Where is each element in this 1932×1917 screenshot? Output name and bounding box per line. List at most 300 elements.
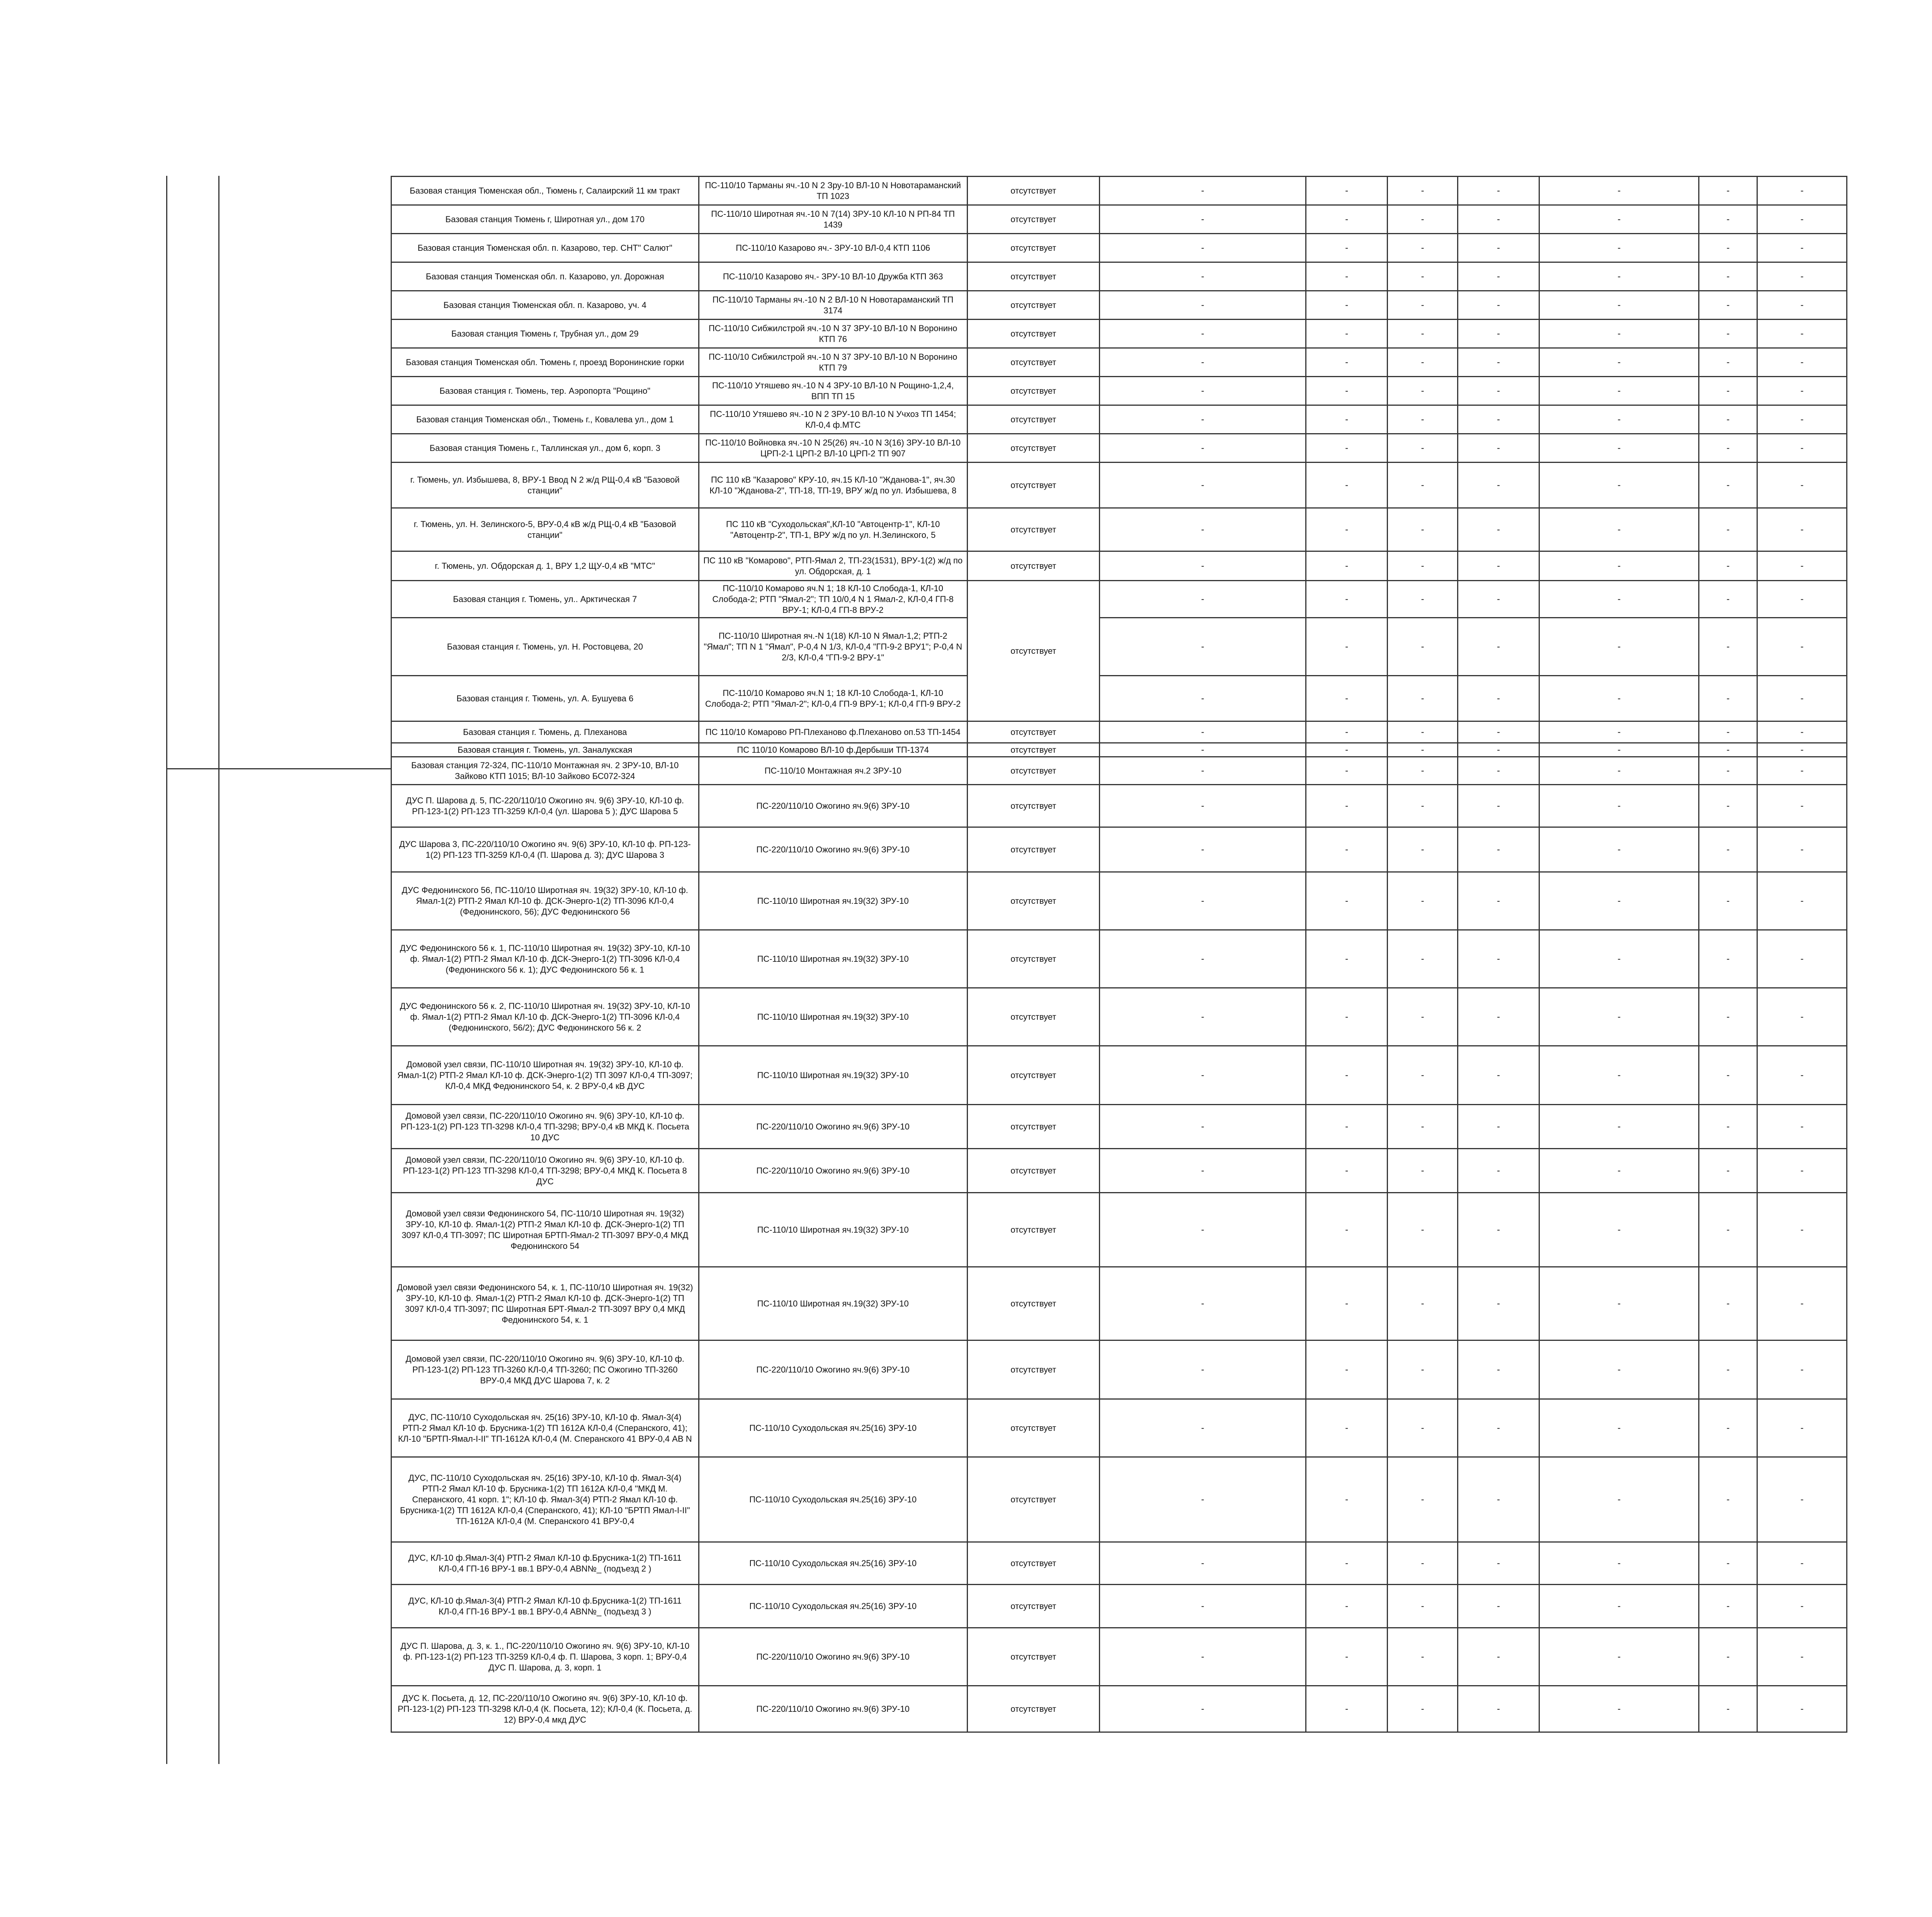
empty-value-cell: - bbox=[1699, 1105, 1757, 1149]
table-row bbox=[391, 1457, 1847, 1542]
object-name-cell: Базовая станция Тюменская обл. Тюмень г, проезд Воронинские горки bbox=[391, 348, 699, 377]
empty-value-cell: - bbox=[1699, 581, 1757, 618]
empty-value-cell: - bbox=[1699, 1585, 1757, 1628]
power-supply-cell: ПС-220/110/10 Ожогино яч.9(6) ЗРУ-10 bbox=[699, 1340, 967, 1399]
empty-value-cell: - bbox=[1388, 618, 1458, 676]
empty-value-cell: - bbox=[1458, 262, 1539, 291]
empty-value-cell: - bbox=[1757, 434, 1847, 463]
empty-value-cell: - bbox=[1699, 872, 1757, 930]
power-supply-cell: ПС-220/110/10 Ожогино яч.9(6) ЗРУ-10 bbox=[699, 1628, 967, 1686]
power-supply-cell: ПС-110/10 Широтная яч.19(32) ЗРУ-10 bbox=[699, 872, 967, 930]
empty-value-cell: - bbox=[1388, 872, 1458, 930]
empty-value-cell: - bbox=[1699, 1149, 1757, 1193]
empty-value-cell: - bbox=[1458, 348, 1539, 377]
empty-value-cell: - bbox=[1539, 743, 1699, 757]
empty-value-cell: - bbox=[1539, 785, 1699, 827]
table-row bbox=[391, 618, 1847, 676]
empty-value-cell: - bbox=[1388, 205, 1458, 234]
empty-value-cell: - bbox=[1458, 1585, 1539, 1628]
status-cell: отсутствует bbox=[967, 434, 1099, 463]
table-row bbox=[391, 785, 1847, 827]
status-cell: отсутствует bbox=[967, 581, 1099, 721]
empty-value-cell: - bbox=[1100, 721, 1306, 743]
left-column-border-1 bbox=[166, 176, 167, 1764]
power-supply-cell: ПС 110/10 Комарово РП-Плеханово ф.Плеханово оп.53 ТП-1454 bbox=[699, 721, 967, 743]
empty-value-cell: - bbox=[1757, 262, 1847, 291]
empty-value-cell: - bbox=[1757, 988, 1847, 1046]
empty-value-cell: - bbox=[1539, 434, 1699, 463]
empty-value-cell: - bbox=[1699, 827, 1757, 872]
table-row bbox=[391, 1542, 1847, 1585]
empty-value-cell: - bbox=[1458, 827, 1539, 872]
empty-value-cell: - bbox=[1306, 1585, 1388, 1628]
object-name-cell: ДУС П. Шарова д. 5, ПС-220/110/10 Ожогино яч. 9(6) ЗРУ-10, КЛ-10 ф. РП-123-1(2) РП-123 ТП-3259 КЛ-0,4 (ул. Шарова 5 ); ДУС Шарова 5 bbox=[391, 785, 699, 827]
power-supply-cell: ПС 110 кВ "Комарово", РТП-Ямал 2, ТП-23(1531), ВРУ-1(2) ж/д по ул. Обдорская, д. 1 bbox=[699, 551, 967, 581]
empty-value-cell: - bbox=[1458, 1628, 1539, 1686]
empty-value-cell: - bbox=[1699, 508, 1757, 551]
status-cell: отсутствует bbox=[967, 405, 1099, 434]
empty-value-cell: - bbox=[1388, 827, 1458, 872]
empty-value-cell: - bbox=[1539, 581, 1699, 618]
power-supply-cell: ПС-110/10 Широтная яч.19(32) ЗРУ-10 bbox=[699, 1046, 967, 1105]
empty-value-cell: - bbox=[1388, 1686, 1458, 1732]
status-cell: отсутствует bbox=[967, 1628, 1099, 1686]
empty-value-cell: - bbox=[1699, 291, 1757, 320]
empty-value-cell: - bbox=[1100, 377, 1306, 405]
empty-value-cell: - bbox=[1699, 676, 1757, 721]
empty-value-cell: - bbox=[1306, 1046, 1388, 1105]
power-supply-cell: ПС-110/10 Широтная яч.19(32) ЗРУ-10 bbox=[699, 930, 967, 988]
empty-value-cell: - bbox=[1306, 463, 1388, 508]
power-supply-cell: ПС-110/10 Сибжилстрой яч.-10 N 37 ЗРУ-10 ВЛ-10 N Воронино КТП 76 bbox=[699, 320, 967, 348]
table-row bbox=[391, 205, 1847, 234]
empty-value-cell: - bbox=[1757, 1193, 1847, 1267]
empty-value-cell: - bbox=[1100, 291, 1306, 320]
table-row bbox=[391, 551, 1847, 581]
empty-value-cell: - bbox=[1100, 177, 1306, 205]
empty-value-cell: - bbox=[1539, 1267, 1699, 1340]
empty-value-cell: - bbox=[1306, 930, 1388, 988]
table-row bbox=[391, 1149, 1847, 1193]
power-supply-cell: ПС-110/10 Сибжилстрой яч.-10 N 37 ЗРУ-10 ВЛ-10 N Воронино КТП 79 bbox=[699, 348, 967, 377]
empty-value-cell: - bbox=[1388, 463, 1458, 508]
table-row bbox=[391, 320, 1847, 348]
empty-value-cell: - bbox=[1306, 1193, 1388, 1267]
status-cell: отсутствует bbox=[967, 234, 1099, 262]
status-cell: отсутствует bbox=[967, 348, 1099, 377]
power-supply-cell: ПС-110/10 Казарово яч.- ЗРУ-10 ВЛ-0,4 КТП 1106 bbox=[699, 234, 967, 262]
empty-value-cell: - bbox=[1458, 1686, 1539, 1732]
empty-value-cell: - bbox=[1306, 1267, 1388, 1340]
status-cell: отсутствует bbox=[967, 757, 1099, 785]
object-name-cell: Базовая станция г. Тюмень, ул. Заналукская bbox=[391, 743, 699, 757]
table-row bbox=[391, 988, 1847, 1046]
empty-value-cell: - bbox=[1699, 234, 1757, 262]
object-name-cell: Базовая станция Тюменская обл. п. Казарово, тер. СНТ" Салют" bbox=[391, 234, 699, 262]
empty-value-cell: - bbox=[1539, 1542, 1699, 1585]
empty-value-cell: - bbox=[1539, 1399, 1699, 1457]
status-cell: отсутствует bbox=[967, 1105, 1099, 1149]
table-row bbox=[391, 930, 1847, 988]
empty-value-cell: - bbox=[1757, 872, 1847, 930]
empty-value-cell: - bbox=[1699, 1340, 1757, 1399]
empty-value-cell: - bbox=[1539, 827, 1699, 872]
empty-value-cell: - bbox=[1699, 463, 1757, 508]
empty-value-cell: - bbox=[1757, 1686, 1847, 1732]
empty-value-cell: - bbox=[1757, 1585, 1847, 1628]
object-name-cell: Домовой узел связи, ПС-220/110/10 Ожогино яч. 9(6) ЗРУ-10, КЛ-10 ф. РП-123-1(2) РП-123 ТП-3298 КЛ-0,4 ТП-3298; ВРУ-0,4 кВ МКД К. Посьета 10 ДУС bbox=[391, 1105, 699, 1149]
object-name-cell: ДУС, КЛ-10 ф.Ямал-3(4) РТП-2 Ямал КЛ-10 ф.Брусника-1(2) ТП-1611 КЛ-0,4 ГП-16 ВРУ-1 вв.1 ВРУ-0,4 АВN№_ (подъезд 2 ) bbox=[391, 1542, 699, 1585]
empty-value-cell: - bbox=[1388, 1399, 1458, 1457]
empty-value-cell: - bbox=[1306, 291, 1388, 320]
empty-value-cell: - bbox=[1699, 1046, 1757, 1105]
power-supply-cell: ПС-110/10 Суходольская яч.25(16) ЗРУ-10 bbox=[699, 1457, 967, 1542]
empty-value-cell: - bbox=[1757, 676, 1847, 721]
object-name-cell: Базовая станция г. Тюмень, ул.. Арктическая 7 bbox=[391, 581, 699, 618]
empty-value-cell: - bbox=[1699, 1628, 1757, 1686]
empty-value-cell: - bbox=[1306, 434, 1388, 463]
empty-value-cell: - bbox=[1458, 785, 1539, 827]
empty-value-cell: - bbox=[1388, 551, 1458, 581]
empty-value-cell: - bbox=[1306, 1105, 1388, 1149]
empty-value-cell: - bbox=[1699, 377, 1757, 405]
empty-value-cell: - bbox=[1757, 757, 1847, 785]
empty-value-cell: - bbox=[1458, 1193, 1539, 1267]
empty-value-cell: - bbox=[1539, 1585, 1699, 1628]
status-cell: отсутствует bbox=[967, 1267, 1099, 1340]
object-name-cell: Базовая станция 72-324, ПС-110/10 Монтажная яч. 2 ЗРУ-10, ВЛ-10 Зайково КТП 1015; ВЛ-10 Зайково БС072-324 bbox=[391, 757, 699, 785]
empty-value-cell: - bbox=[1458, 1046, 1539, 1105]
power-supply-cell: ПС-220/110/10 Ожогино яч.9(6) ЗРУ-10 bbox=[699, 827, 967, 872]
power-supply-cell: ПС 110/10 Комарово ВЛ-10 ф.Дербыши ТП-1374 bbox=[699, 743, 967, 757]
status-cell: отсутствует bbox=[967, 463, 1099, 508]
empty-value-cell: - bbox=[1757, 1149, 1847, 1193]
object-name-cell: Базовая станция г. Тюмень, д. Плеханова bbox=[391, 721, 699, 743]
object-name-cell: ДУС Шарова 3, ПС-220/110/10 Ожогино яч. 9(6) ЗРУ-10, КЛ-10 ф. РП-123-1(2) РП-123 ТП-3259 КЛ-0,4 (П. Шарова д. 3); ДУС Шарова 3 bbox=[391, 827, 699, 872]
power-supply-cell: ПС-110/10 Тарманы яч.-10 N 2 Зру-10 ВЛ-10 N Новотараманский ТП 1023 bbox=[699, 177, 967, 205]
empty-value-cell: - bbox=[1699, 618, 1757, 676]
status-cell: отсутствует bbox=[967, 1399, 1099, 1457]
empty-value-cell: - bbox=[1388, 1267, 1458, 1340]
object-name-cell: Базовая станция Тюмень г, Трубная ул., дом 29 bbox=[391, 320, 699, 348]
empty-value-cell: - bbox=[1757, 1399, 1847, 1457]
table-row bbox=[391, 177, 1847, 205]
empty-value-cell: - bbox=[1306, 743, 1388, 757]
status-cell: отсутствует bbox=[967, 1046, 1099, 1105]
status-cell: отсутствует bbox=[967, 1193, 1099, 1267]
empty-value-cell: - bbox=[1699, 757, 1757, 785]
table-row bbox=[391, 463, 1847, 508]
empty-value-cell: - bbox=[1306, 320, 1388, 348]
empty-value-cell: - bbox=[1458, 234, 1539, 262]
power-supply-cell: ПС-110/10 Казарово яч.- ЗРУ-10 ВЛ-10 Дружба КТП 363 bbox=[699, 262, 967, 291]
object-name-cell: ДУС, ПС-110/10 Суходольская яч. 25(16) ЗРУ-10, КЛ-10 ф. Ямал-3(4) РТП-2 Ямал КЛ-10 ф. Брусника-1(2) ТП 1612А КЛ-0,4 (Сперанского, 41); КЛ-10 "БРТП-Ямал-I-II" ТП-1612А КЛ-0,4 (М. Сперанского 41 ВРУ-0,4 АВ N bbox=[391, 1399, 699, 1457]
empty-value-cell: - bbox=[1388, 262, 1458, 291]
empty-value-cell: - bbox=[1388, 405, 1458, 434]
empty-value-cell: - bbox=[1539, 1149, 1699, 1193]
table-row bbox=[391, 743, 1847, 757]
empty-value-cell: - bbox=[1539, 405, 1699, 434]
table-row bbox=[391, 872, 1847, 930]
power-supply-cell: ПС-220/110/10 Ожогино яч.9(6) ЗРУ-10 bbox=[699, 785, 967, 827]
empty-value-cell: - bbox=[1757, 1628, 1847, 1686]
empty-value-cell: - bbox=[1458, 1399, 1539, 1457]
empty-value-cell: - bbox=[1458, 930, 1539, 988]
empty-value-cell: - bbox=[1458, 872, 1539, 930]
empty-value-cell: - bbox=[1100, 618, 1306, 676]
empty-value-cell: - bbox=[1458, 1149, 1539, 1193]
empty-value-cell: - bbox=[1306, 721, 1388, 743]
power-supply-cell: ПС-110/10 Суходольская яч.25(16) ЗРУ-10 bbox=[699, 1399, 967, 1457]
empty-value-cell: - bbox=[1757, 1340, 1847, 1399]
empty-value-cell: - bbox=[1306, 618, 1388, 676]
power-supply-cell: ПС-110/10 Широтная яч.19(32) ЗРУ-10 bbox=[699, 1267, 967, 1340]
empty-value-cell: - bbox=[1388, 721, 1458, 743]
left-group-divider bbox=[166, 768, 391, 769]
status-cell: отсутствует bbox=[967, 1686, 1099, 1732]
empty-value-cell: - bbox=[1306, 1628, 1388, 1686]
power-supply-cell: ПС-110/10 Тарманы яч.-10 N 2 ВЛ-10 N Новотараманский ТП 3174 bbox=[699, 291, 967, 320]
object-name-cell: ДУС, ПС-110/10 Суходольская яч. 25(16) ЗРУ-10, КЛ-10 ф. Ямал-3(4) РТП-2 Ямал КЛ-10 ф. Брусника-1(2) ТП 1612А КЛ-0,4 "МКД М. Сперанского, 41 корп. 1"; КЛ-10 ф. Ямал-3(4) РТП-2 Ямал КЛ-10 ф. Брусника-1(2) ТП 1612А КЛ-0,4 (Сперанского, 41); КЛ-10 "БРТП Ямал-I-II" ТП-1612А КЛ-0,4 (М. Сперанского 41 ВРУ-0,4 bbox=[391, 1457, 699, 1542]
empty-value-cell: - bbox=[1458, 205, 1539, 234]
status-cell: отсутствует bbox=[967, 508, 1099, 551]
empty-value-cell: - bbox=[1100, 1399, 1306, 1457]
object-name-cell: Базовая станция г. Тюмень, ул. Н. Ростовцева, 20 bbox=[391, 618, 699, 676]
object-name-cell: Базовая станция г. Тюмень, ул. А. Бушуева 6 bbox=[391, 676, 699, 721]
status-cell: отсутствует bbox=[967, 262, 1099, 291]
empty-value-cell: - bbox=[1757, 177, 1847, 205]
table-row bbox=[391, 1686, 1847, 1732]
empty-value-cell: - bbox=[1757, 508, 1847, 551]
status-cell: отсутствует bbox=[967, 1340, 1099, 1399]
status-cell: отсутствует bbox=[967, 320, 1099, 348]
empty-value-cell: - bbox=[1757, 348, 1847, 377]
empty-value-cell: - bbox=[1757, 785, 1847, 827]
empty-value-cell: - bbox=[1100, 1457, 1306, 1542]
empty-value-cell: - bbox=[1757, 1105, 1847, 1149]
empty-value-cell: - bbox=[1388, 291, 1458, 320]
power-supply-cell: ПС-110/10 Комарово яч.N 1; 18 КЛ-10 Слобода-1, КЛ-10 Слобода-2; РТП "Ямал-2"; ТП 10/0,4 N 1 Ямал-2, КЛ-0,4 ГП-8 ВРУ-1; КЛ-0,4 ГП-8 ВРУ-2 bbox=[699, 581, 967, 618]
empty-value-cell: - bbox=[1100, 1628, 1306, 1686]
empty-value-cell: - bbox=[1539, 1340, 1699, 1399]
empty-value-cell: - bbox=[1100, 581, 1306, 618]
empty-value-cell: - bbox=[1699, 177, 1757, 205]
table-row bbox=[391, 1628, 1847, 1686]
table-row bbox=[391, 1105, 1847, 1149]
status-cell: отсутствует bbox=[967, 930, 1099, 988]
empty-value-cell: - bbox=[1458, 377, 1539, 405]
empty-value-cell: - bbox=[1539, 1628, 1699, 1686]
empty-value-cell: - bbox=[1306, 988, 1388, 1046]
table-row bbox=[391, 1193, 1847, 1267]
empty-value-cell: - bbox=[1539, 1105, 1699, 1149]
empty-value-cell: - bbox=[1458, 676, 1539, 721]
empty-value-cell: - bbox=[1100, 1267, 1306, 1340]
power-supply-cell: ПС-110/10 Утяшево яч.-10 N 2 ЗРУ-10 ВЛ-10 N Учхоз ТП 1454; КЛ-0,4 ф.МТС bbox=[699, 405, 967, 434]
empty-value-cell: - bbox=[1699, 1542, 1757, 1585]
table-row bbox=[391, 508, 1847, 551]
empty-value-cell: - bbox=[1458, 434, 1539, 463]
empty-value-cell: - bbox=[1306, 205, 1388, 234]
empty-value-cell: - bbox=[1306, 827, 1388, 872]
empty-value-cell: - bbox=[1100, 1105, 1306, 1149]
empty-value-cell: - bbox=[1306, 785, 1388, 827]
empty-value-cell: - bbox=[1306, 234, 1388, 262]
empty-value-cell: - bbox=[1757, 618, 1847, 676]
empty-value-cell: - bbox=[1757, 291, 1847, 320]
empty-value-cell: - bbox=[1539, 1193, 1699, 1267]
table-row bbox=[391, 676, 1847, 721]
empty-value-cell: - bbox=[1539, 757, 1699, 785]
object-name-cell: Базовая станция Тюменская обл. п. Казарово, уч. 4 bbox=[391, 291, 699, 320]
empty-value-cell: - bbox=[1100, 508, 1306, 551]
empty-value-cell: - bbox=[1757, 320, 1847, 348]
status-cell: отсутствует bbox=[967, 743, 1099, 757]
empty-value-cell: - bbox=[1757, 463, 1847, 508]
empty-value-cell: - bbox=[1100, 785, 1306, 827]
empty-value-cell: - bbox=[1539, 320, 1699, 348]
object-name-cell: ДУС К. Посьета, д. 12, ПС-220/110/10 Ожогино яч. 9(6) ЗРУ-10, КЛ-10 ф. РП-123-1(2) РП-123 ТП-3298 КЛ-0,4 (К. Посьета, 12); КЛ-0,4 (К. Посьета, д. 12) ВРУ-0,4 мкд ДУС bbox=[391, 1686, 699, 1732]
empty-value-cell: - bbox=[1757, 377, 1847, 405]
empty-value-cell: - bbox=[1100, 1149, 1306, 1193]
empty-value-cell: - bbox=[1699, 743, 1757, 757]
power-supply-cell: ПС-110/10 Суходольская яч.25(16) ЗРУ-10 bbox=[699, 1585, 967, 1628]
empty-value-cell: - bbox=[1306, 1149, 1388, 1193]
empty-value-cell: - bbox=[1757, 721, 1847, 743]
object-name-cell: ДУС Федюнинского 56, ПС-110/10 Широтная яч. 19(32) ЗРУ-10, КЛ-10 ф. Ямал-1(2) РТП-2 Ямал КЛ-10 ф. ДСК-Энерго-1(2) ТП-3096 КЛ-0,4 (Федюнинского, 56); ДУС Федюнинского 56 bbox=[391, 872, 699, 930]
empty-value-cell: - bbox=[1100, 676, 1306, 721]
empty-value-cell: - bbox=[1458, 618, 1539, 676]
empty-value-cell: - bbox=[1100, 434, 1306, 463]
empty-value-cell: - bbox=[1388, 757, 1458, 785]
empty-value-cell: - bbox=[1539, 177, 1699, 205]
empty-value-cell: - bbox=[1388, 1149, 1458, 1193]
table-row bbox=[391, 377, 1847, 405]
empty-value-cell: - bbox=[1388, 988, 1458, 1046]
power-supply-cell: ПС-110/10 Монтажная яч.2 ЗРУ-10 bbox=[699, 757, 967, 785]
empty-value-cell: - bbox=[1388, 1542, 1458, 1585]
table-row bbox=[391, 757, 1847, 785]
table-row bbox=[391, 262, 1847, 291]
empty-value-cell: - bbox=[1306, 1399, 1388, 1457]
empty-value-cell: - bbox=[1699, 785, 1757, 827]
empty-value-cell: - bbox=[1757, 551, 1847, 581]
status-cell: отсутствует bbox=[967, 1542, 1099, 1585]
empty-value-cell: - bbox=[1306, 676, 1388, 721]
empty-value-cell: - bbox=[1458, 581, 1539, 618]
empty-value-cell: - bbox=[1100, 348, 1306, 377]
empty-value-cell: - bbox=[1306, 872, 1388, 930]
empty-value-cell: - bbox=[1699, 434, 1757, 463]
empty-value-cell: - bbox=[1388, 1585, 1458, 1628]
object-name-cell: Базовая станция Тюменская обл., Тюмень г, Салаирский 11 км тракт bbox=[391, 177, 699, 205]
power-supply-cell: ПС-220/110/10 Ожогино яч.9(6) ЗРУ-10 bbox=[699, 1105, 967, 1149]
empty-value-cell: - bbox=[1306, 377, 1388, 405]
empty-value-cell: - bbox=[1458, 1267, 1539, 1340]
empty-value-cell: - bbox=[1539, 872, 1699, 930]
status-cell: отсутствует bbox=[967, 205, 1099, 234]
empty-value-cell: - bbox=[1699, 1193, 1757, 1267]
power-supply-cell: ПС-220/110/10 Ожогино яч.9(6) ЗРУ-10 bbox=[699, 1149, 967, 1193]
empty-value-cell: - bbox=[1306, 1340, 1388, 1399]
object-name-cell: Базовая станция Тюменская обл. п. Казарово, ул. Дорожная bbox=[391, 262, 699, 291]
object-name-cell: Базовая станция Тюмень г., Таллинская ул., дом 6, корп. 3 bbox=[391, 434, 699, 463]
object-name-cell: ДУС Федюнинского 56 к. 1, ПС-110/10 Широтная яч. 19(32) ЗРУ-10, КЛ-10 ф. Ямал-1(2) РТП-2 Ямал КЛ-10 ф. ДСК-Энерго-1(2) ТП-3096 КЛ-0,4 (Федюнинского 56 к. 1); ДУС Федюнинского 56 к. 1 bbox=[391, 930, 699, 988]
empty-value-cell: - bbox=[1458, 405, 1539, 434]
object-name-cell: Домовой узел связи, ПС-220/110/10 Ожогино яч. 9(6) ЗРУ-10, КЛ-10 ф. РП-123-1(2) РП-123 ТП-3298 КЛ-0,4 ТП-3298; ВРУ-0,4 МКД К. Посьета 8 ДУС bbox=[391, 1149, 699, 1193]
empty-value-cell: - bbox=[1757, 827, 1847, 872]
power-supply-cell: ПС-110/10 Широтная яч.19(32) ЗРУ-10 bbox=[699, 988, 967, 1046]
empty-value-cell: - bbox=[1388, 930, 1458, 988]
power-supply-cell: ПС 110 кВ "Суходольская",КЛ-10 "Автоцентр-1", КЛ-10 "Автоцентр-2", ТП-1, ВРУ ж/д по ул. Н.Зелинского, 5 bbox=[699, 508, 967, 551]
object-name-cell: Домовой узел связи, ПС-110/10 Широтная яч. 19(32) ЗРУ-10, КЛ-10 ф. Ямал-1(2) РТП-2 Ямал КЛ-10 ф. ДСК-Энерго-1(2) ТП 3097 КЛ-0,4 ТП-3097; КЛ-0,4 МКД Федюнинского 54, к. 2 ВРУ-0,4 кВ ДУС bbox=[391, 1046, 699, 1105]
empty-value-cell: - bbox=[1388, 348, 1458, 377]
empty-value-cell: - bbox=[1100, 988, 1306, 1046]
empty-value-cell: - bbox=[1458, 177, 1539, 205]
empty-value-cell: - bbox=[1306, 177, 1388, 205]
empty-value-cell: - bbox=[1100, 930, 1306, 988]
empty-value-cell: - bbox=[1539, 988, 1699, 1046]
empty-value-cell: - bbox=[1100, 463, 1306, 508]
power-supply-cell: ПС-110/10 Широтная яч.-10 N 7(14) ЗРУ-10 КЛ-10 N РП-84 ТП 1439 bbox=[699, 205, 967, 234]
empty-value-cell: - bbox=[1699, 551, 1757, 581]
status-cell: отсутствует bbox=[967, 1585, 1099, 1628]
status-cell: отсутствует bbox=[967, 377, 1099, 405]
empty-value-cell: - bbox=[1458, 1340, 1539, 1399]
empty-value-cell: - bbox=[1388, 1457, 1458, 1542]
status-cell: отсутствует bbox=[967, 721, 1099, 743]
empty-value-cell: - bbox=[1388, 234, 1458, 262]
empty-value-cell: - bbox=[1539, 721, 1699, 743]
empty-value-cell: - bbox=[1100, 320, 1306, 348]
table-row bbox=[391, 405, 1847, 434]
empty-value-cell: - bbox=[1306, 551, 1388, 581]
empty-value-cell: - bbox=[1306, 508, 1388, 551]
table-row bbox=[391, 721, 1847, 743]
object-name-cell: Базовая станция Тюменская обл., Тюмень г., Ковалева ул., дом 1 bbox=[391, 405, 699, 434]
empty-value-cell: - bbox=[1458, 1457, 1539, 1542]
status-cell: отсутствует bbox=[967, 551, 1099, 581]
empty-value-cell: - bbox=[1458, 1105, 1539, 1149]
empty-value-cell: - bbox=[1699, 320, 1757, 348]
empty-value-cell: - bbox=[1458, 463, 1539, 508]
table-row bbox=[391, 827, 1847, 872]
empty-value-cell: - bbox=[1458, 291, 1539, 320]
empty-value-cell: - bbox=[1539, 676, 1699, 721]
power-supply-cell: ПС 110 кВ "Казарово" КРУ-10, яч.15 КЛ-10 "Жданова-1", яч.30 КЛ-10 "Жданова-2", ТП-18, ТП-19, ВРУ ж/д по ул. Избышева, 8 bbox=[699, 463, 967, 508]
table-row bbox=[391, 1340, 1847, 1399]
object-name-cell: Домовой узел связи, ПС-220/110/10 Ожогино яч. 9(6) ЗРУ-10, КЛ-10 ф. РП-123-1(2) РП-123 ТП-3260 КЛ-0,4 ТП-3260; ПС Ожогино ТП-3260 ВРУ-0,4 МКД ДУС Шарова 7, к. 2 bbox=[391, 1340, 699, 1399]
table-row bbox=[391, 348, 1847, 377]
empty-value-cell: - bbox=[1699, 348, 1757, 377]
status-cell: отсутствует bbox=[967, 1457, 1099, 1542]
empty-value-cell: - bbox=[1388, 676, 1458, 721]
empty-value-cell: - bbox=[1306, 348, 1388, 377]
empty-value-cell: - bbox=[1306, 262, 1388, 291]
object-name-cell: ДУС Федюнинского 56 к. 2, ПС-110/10 Широтная яч. 19(32) ЗРУ-10, КЛ-10 ф. Ямал-1(2) РТП-2 Ямал КЛ-10 ф. ДСК-Энерго-1(2) ТП-3096 КЛ-0,4 (Федюнинского, 56/2); ДУС Федюнинского 56 к. 2 bbox=[391, 988, 699, 1046]
empty-value-cell: - bbox=[1100, 743, 1306, 757]
empty-value-cell: - bbox=[1100, 205, 1306, 234]
empty-value-cell: - bbox=[1458, 508, 1539, 551]
empty-value-cell: - bbox=[1757, 1046, 1847, 1105]
empty-value-cell: - bbox=[1306, 757, 1388, 785]
status-cell: отсутствует bbox=[967, 177, 1099, 205]
empty-value-cell: - bbox=[1539, 551, 1699, 581]
connections-table bbox=[391, 176, 1847, 1733]
object-name-cell: Базовая станция г. Тюмень, тер. Аэропорта "Рощино" bbox=[391, 377, 699, 405]
empty-value-cell: - bbox=[1757, 405, 1847, 434]
power-supply-cell: ПС-110/10 Утяшево яч.-10 N 4 ЗРУ-10 ВЛ-10 N Рощино-1,2,4, ВПП ТП 15 bbox=[699, 377, 967, 405]
